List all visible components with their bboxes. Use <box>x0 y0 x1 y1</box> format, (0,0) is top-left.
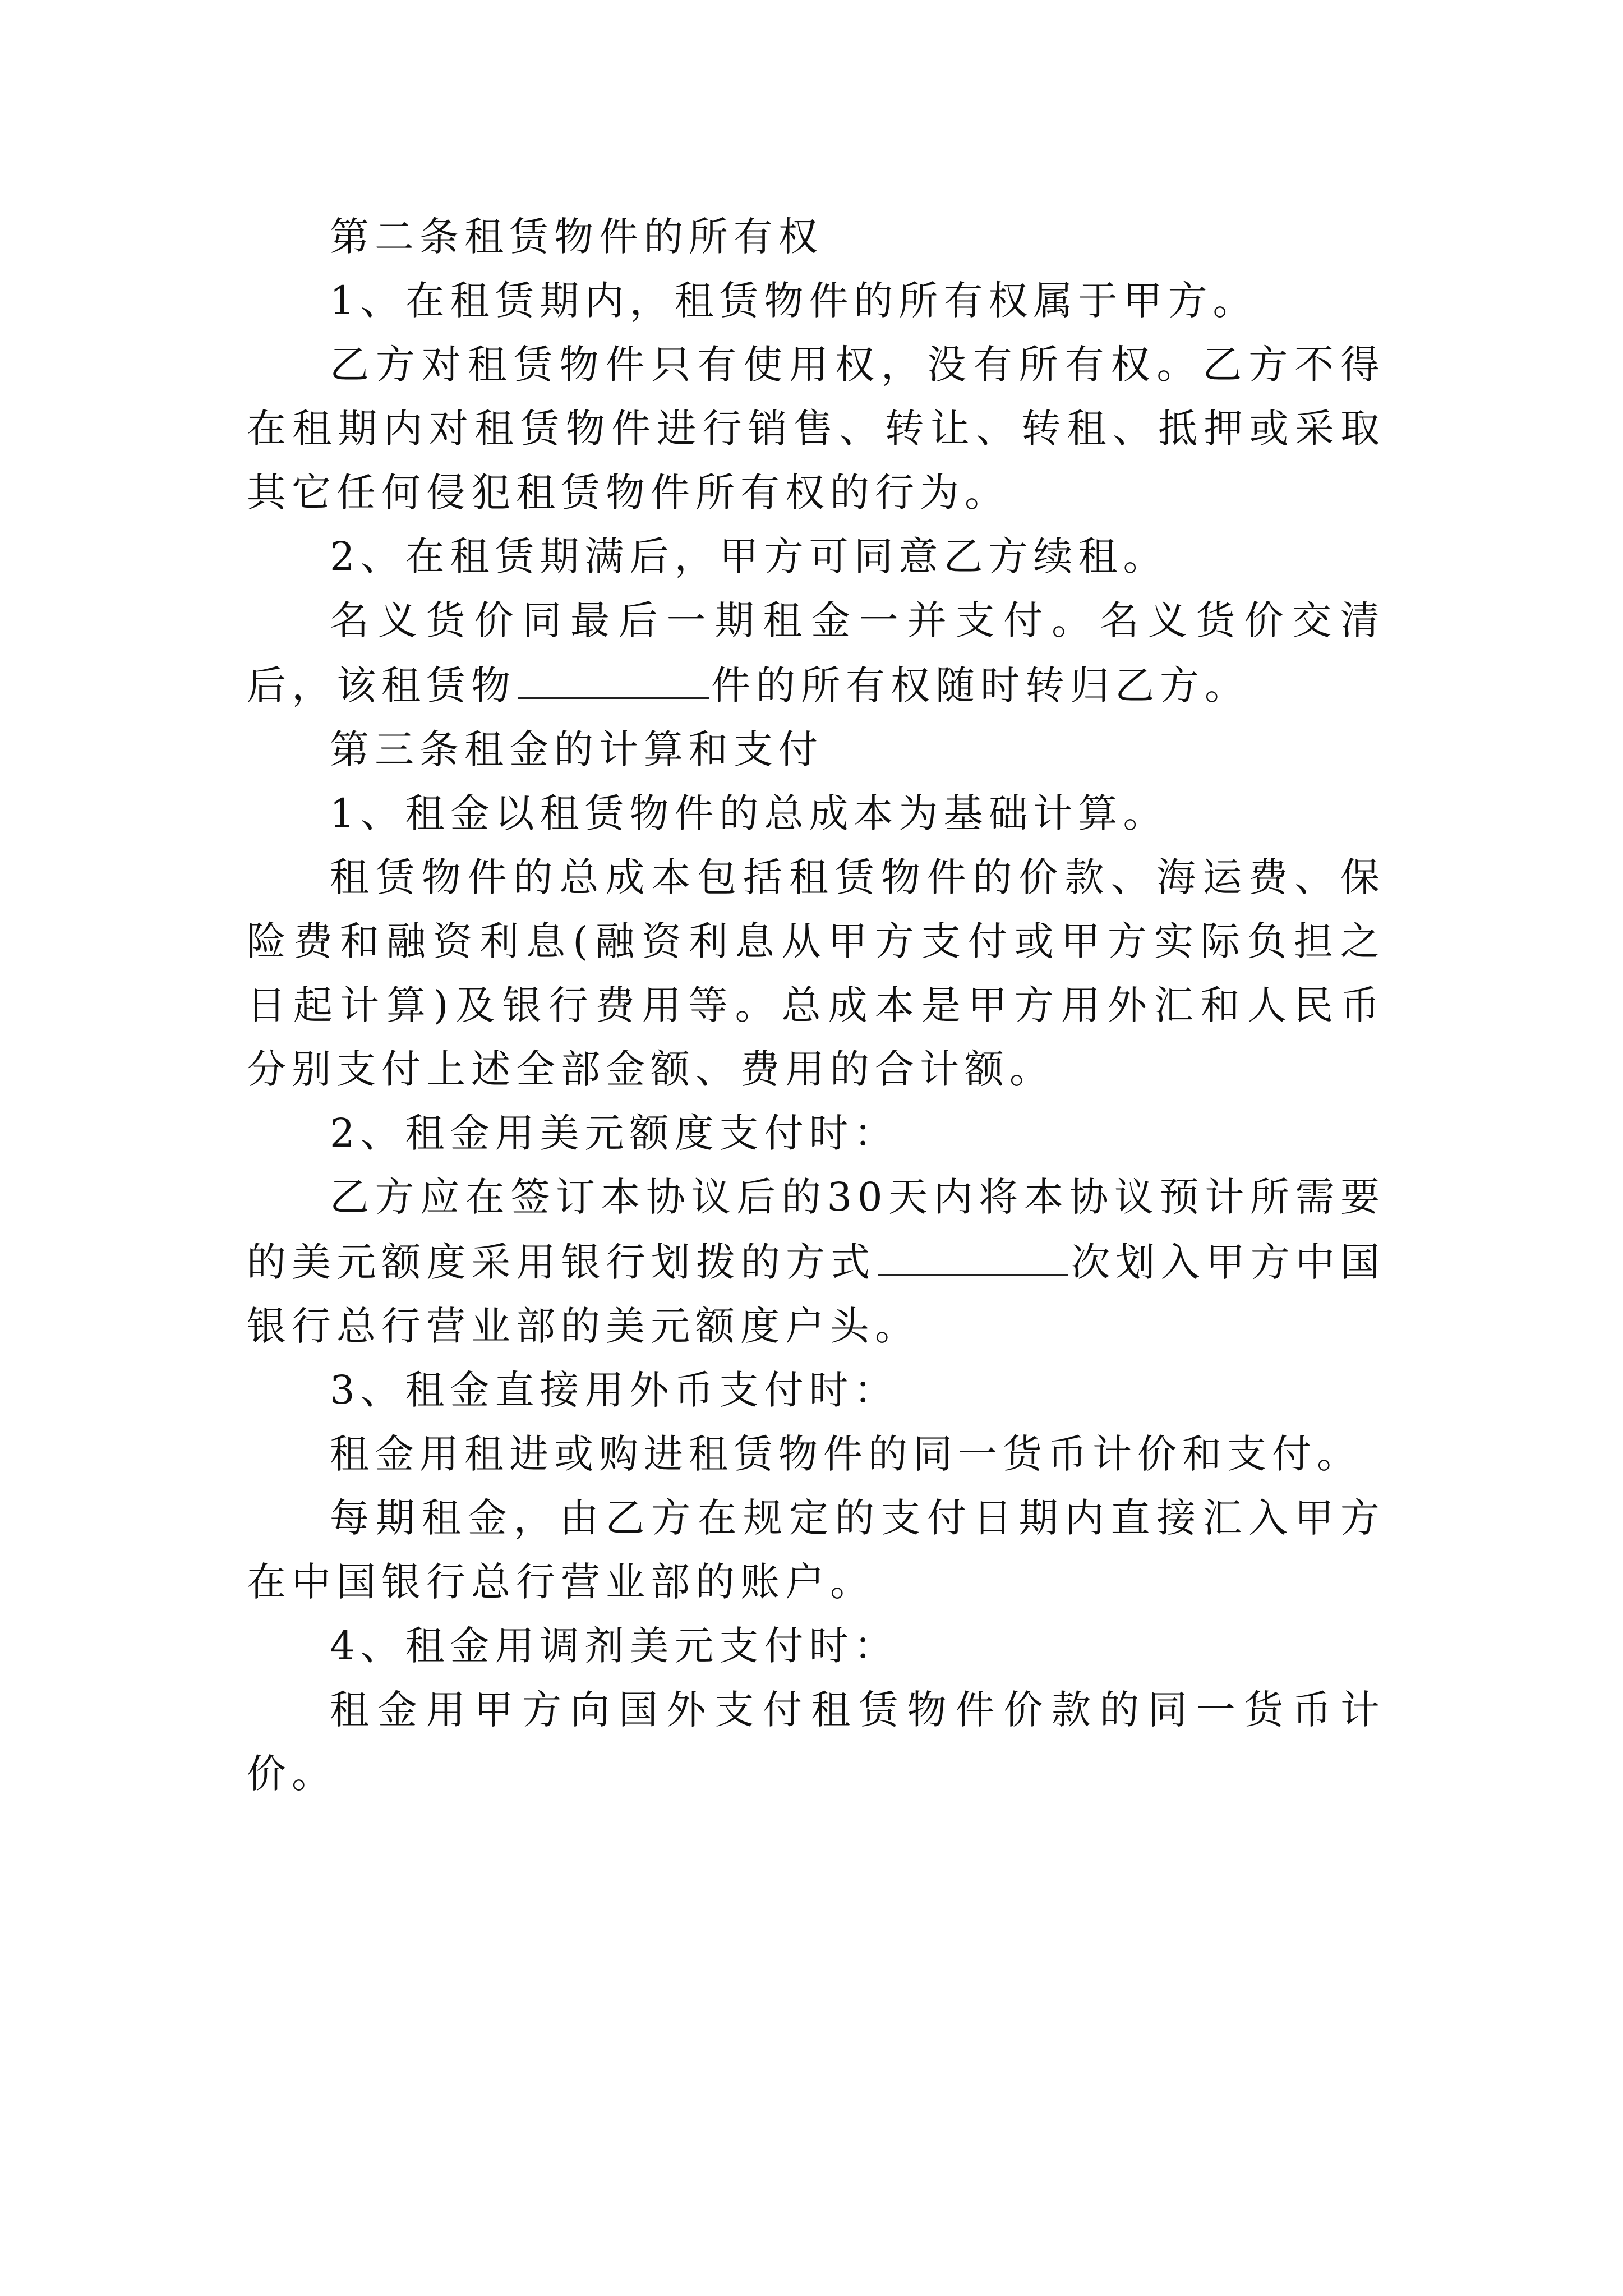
article-2-heading: 第二条租赁物件的所有权 <box>330 214 823 260</box>
article-3-heading: 第三条租金的计算和支付 <box>330 726 823 772</box>
document-body <box>247 205 1385 1806</box>
article-2-clause-1: 1、在租赁期内，租赁物件的所有权属于甲方。 <box>330 278 1258 324</box>
article-3-clause-2-detail <box>247 1165 1385 1358</box>
article-2-clause-2-detail <box>247 588 1385 717</box>
article-3-clause-3-detail-1: 租金用租进或购进租赁物件的同一货币计价和支付。 <box>330 1431 1362 1477</box>
paragraph-text: 件的所有权随时转归乙方。 <box>711 662 1249 708</box>
paragraph-text: 名义货价同最后一期租金一并支付。名义货价交清后，该租赁物 <box>247 597 1385 708</box>
article-3-clause-1-detail: 租赁物件的总成本包括租赁物件的价款、海运费、保险费和融资利息(融资利息从甲方支付或甲方实际负担之日起计算)及银行费用等。总成本是甲方用外汇和人民币分别支付上述全部金额、费用的合计额。 <box>247 854 1385 1092</box>
paragraph-text: 乙方应在签订本协议后的30天内将本协议预计所需要的美元额度采用银行划拨的方式 <box>247 1174 1385 1285</box>
article-3-clause-4-detail: 租金用甲方向国外支付租赁物件价款的同一货币计价。 <box>247 1687 1385 1797</box>
fill-in-blank <box>518 652 709 699</box>
article-3-clause-1: 1、租金以租赁物件的总成本为基础计算。 <box>330 790 1168 836</box>
article-3-clause-2: 2、租金用美元额度支付时： <box>330 1110 899 1156</box>
article-3-clause-3-detail-2: 每期租金，由乙方在规定的支付日期内直接汇入甲方在中国银行总行营业部的账户。 <box>247 1495 1385 1605</box>
fill-in-blank <box>878 1229 1068 1276</box>
article-3-clause-4: 4、租金用调剂美元支付时： <box>330 1623 899 1669</box>
article-3-clause-3: 3、租金直接用外币支付时： <box>330 1367 899 1413</box>
paragraph-text: 次划入甲方中国银行总行营业部的美元额度户头。 <box>247 1239 1386 1349</box>
article-2-clause-2: 2、在租赁期满后，甲方可同意乙方续租。 <box>330 533 1168 579</box>
article-2-clause-1-detail: 乙方对租赁物件只有使用权，没有所有权。乙方不得在租期内对租赁物件进行销售、转让、转租、抵押或采取其它任何侵犯租赁物件所有权的行为。 <box>247 342 1385 516</box>
